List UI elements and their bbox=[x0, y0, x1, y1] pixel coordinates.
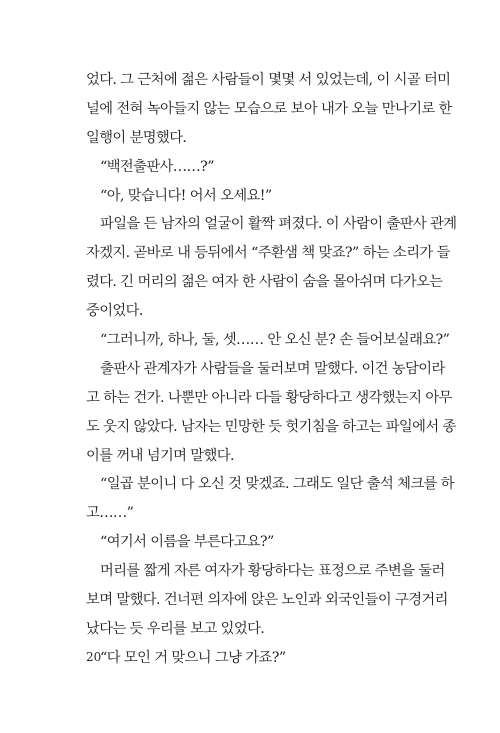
body-text bbox=[86, 66, 457, 673]
text-line: 고 하는 건가. 나뿐만 아니라 다들 황당하다고 생각했는지 아무 bbox=[86, 389, 452, 406]
text-line: 일행이 분명했다. bbox=[86, 129, 187, 146]
text-line: 고……” bbox=[86, 505, 134, 522]
dialogue-line: “일곱 분이니 다 오신 것 맞겠죠. 그래도 일단 출석 체크를 하 bbox=[100, 476, 454, 493]
paragraph-start: 출판사 관계자가 사람들을 둘러보며 말했다. 이건 농담이라 bbox=[100, 360, 445, 377]
text-line: 었다. 그 근처에 젊은 사람들이 몇몇 서 있었는데, 이 시골 터미 bbox=[86, 72, 451, 88]
paragraph-start: 머리를 짧게 자른 여자가 황당하다는 표정으로 주변을 둘러 bbox=[100, 563, 445, 580]
paragraph-start: 파일을 든 남자의 얼굴이 활짝 펴졌다. 이 사람이 출판사 관계 bbox=[100, 216, 457, 233]
text-line: 렸다. 긴 머리의 젊은 여자 한 사람이 숨을 몰아쉬며 다가오는 bbox=[86, 274, 443, 291]
dialogue-line: “여기서 이름을 부른다고요?” bbox=[100, 534, 274, 551]
text-line: 이를 꺼내 넘기며 말했다. bbox=[86, 447, 234, 464]
text-line: 도 웃지 않았다. 남자는 민망한 듯 헛기침을 하고는 파일에서 종 bbox=[86, 418, 456, 435]
text-line: 보며 말했다. 건너편 의자에 앉은 노인과 외국인들이 구경거리 bbox=[86, 592, 448, 609]
text-line: 널에 전혀 녹아들지 않는 모습으로 보아 내가 오늘 만나기로 한 bbox=[86, 100, 452, 117]
text-line: 중이었다. bbox=[86, 303, 143, 320]
page-number: 20 bbox=[86, 650, 102, 664]
dialogue-line: “아, 맞습니다! 어서 오세요!” bbox=[100, 187, 272, 204]
dialogue-line: “다 모인 거 맞으니 그냥 가죠?” bbox=[100, 649, 286, 666]
dialogue-line: “백전출판사……?” bbox=[100, 158, 214, 175]
dialogue-line: “그러니까, 하나, 둘, 셋…… 안 오신 분? 손 들어보실래요?” bbox=[100, 332, 450, 349]
text-line: 자겠지. 곧바로 내 등뒤에서 “주환샘 책 맞죠?” 하는 소리가 들 bbox=[86, 245, 450, 262]
text-line: 났다는 듯 우리를 보고 있었다. bbox=[86, 620, 265, 637]
